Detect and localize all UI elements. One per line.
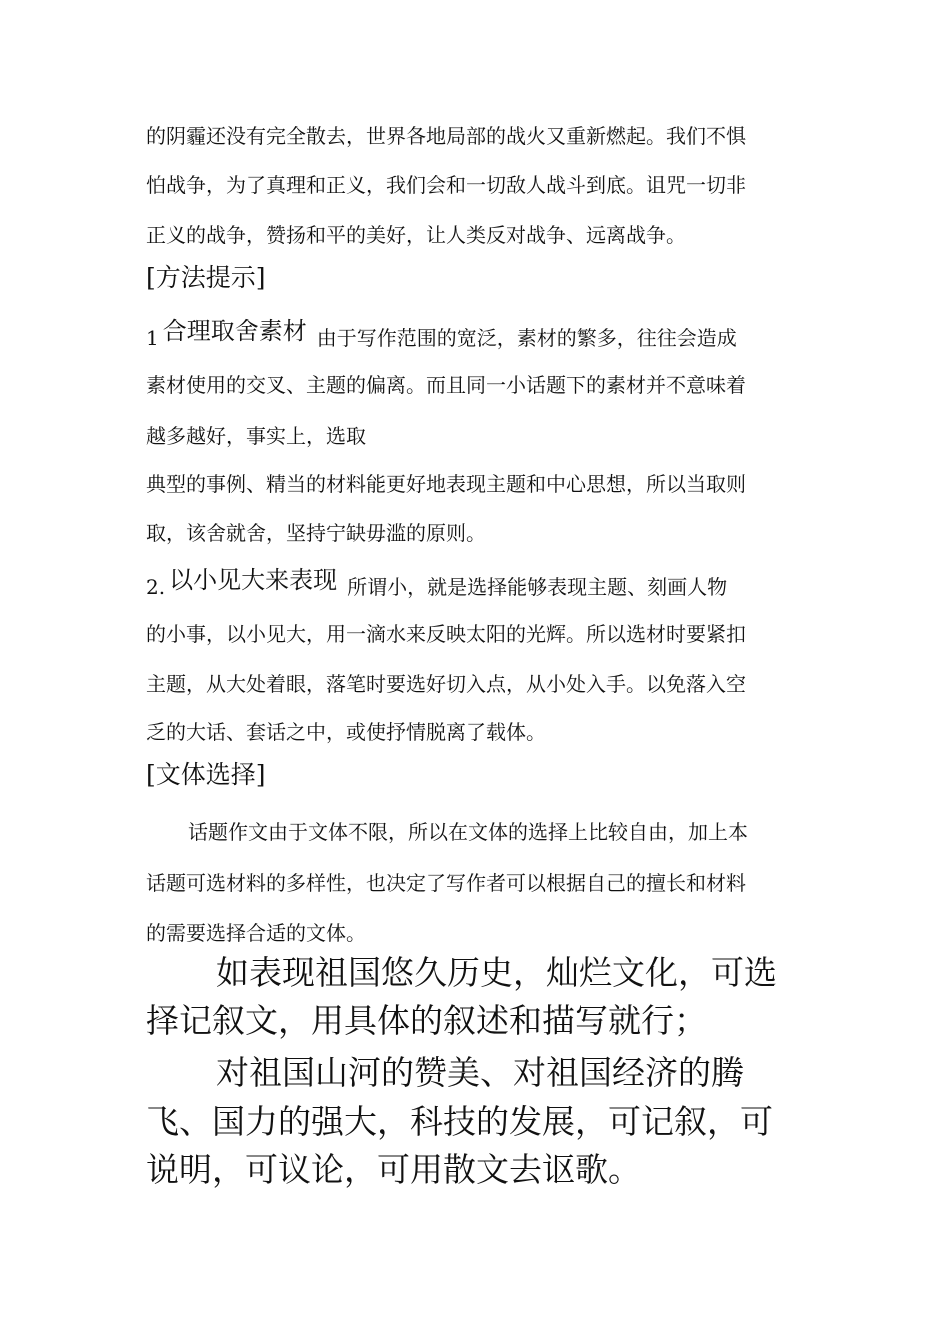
method-item-2-first-line bbox=[146, 566, 728, 599]
style-large-line-5: 说明，可议论，可用散文去讴歌。 bbox=[146, 1150, 641, 1189]
method-item-1-line-2: 素材使用的交叉、主题的偏离。而且同一小话题下的素材并不意味着 bbox=[146, 373, 746, 397]
intro-line-1: 的阴霾还没有完全散去，世界各地局部的战火又重新燃起。我们不惧 bbox=[146, 124, 746, 148]
intro-line-3: 正义的战争，赞扬和平的美好，让人类反对战争、远离战争。 bbox=[146, 223, 686, 247]
method-item-2-line-3: 主题，从大处着眼，落笔时要选好切入点，从小处入手。以免落入空 bbox=[146, 672, 746, 696]
method-item-1-line-5: 取，该舍就舍，坚持宁缺毋滥的原则。 bbox=[146, 521, 486, 545]
style-line-3: 的需要选择合适的文体。 bbox=[146, 921, 366, 945]
method-item-2-title: 以小见大来表现 bbox=[169, 566, 338, 594]
intro-line-2: 怕战争，为了真理和正义，我们会和一切敌人战斗到底。诅咒一切非 bbox=[146, 173, 746, 197]
style-large-line-2: 择记叙文，用具体的叙述和描写就行； bbox=[146, 1001, 707, 1040]
method-item-2-line-1: 所谓小，就是选择能够表现主题、刻画人物 bbox=[347, 575, 728, 599]
method-item-1-line-1: 由于写作范围的宽泛，素材的繁多，往往会造成 bbox=[316, 326, 737, 350]
method-item-1-first-line bbox=[146, 317, 737, 350]
style-line-2: 话题可选材料的多样性，也决定了写作者可以根据自己的擅长和材料 bbox=[146, 871, 746, 895]
style-heading: [文体选择] bbox=[146, 760, 266, 789]
method-item-1-line-3: 越多越好，事实上，选取 bbox=[146, 424, 366, 448]
method-item-2-line-2: 的小事，以小见大，用一滴水来反映太阳的光辉。所以选材时要紧扣 bbox=[146, 622, 746, 646]
method-item-2-line-4: 乏的大话、套话之中，或使抒情脱离了载体。 bbox=[146, 720, 546, 744]
method-heading: [方法提示] bbox=[146, 263, 266, 292]
style-large-line-4: 飞、国力的强大，科技的发展，可记叙，可 bbox=[146, 1102, 773, 1141]
style-line-1: 话题作文由于文体不限，所以在文体的选择上比较自由，加上本 bbox=[188, 820, 748, 844]
method-item-1-line-4: 典型的事例、精当的材料能更好地表现主题和中心思想，所以当取则 bbox=[146, 472, 746, 496]
method-item-2-number: 2. bbox=[146, 575, 166, 599]
style-large-line-1: 如表现祖国悠久历史，灿烂文化，可选 bbox=[216, 953, 777, 992]
method-item-1-title: 合理取舍素材 bbox=[162, 317, 307, 345]
method-item-1-number: 1 bbox=[146, 326, 159, 350]
style-large-line-3: 对祖国山河的赞美、对祖国经济的腾 bbox=[216, 1053, 744, 1092]
